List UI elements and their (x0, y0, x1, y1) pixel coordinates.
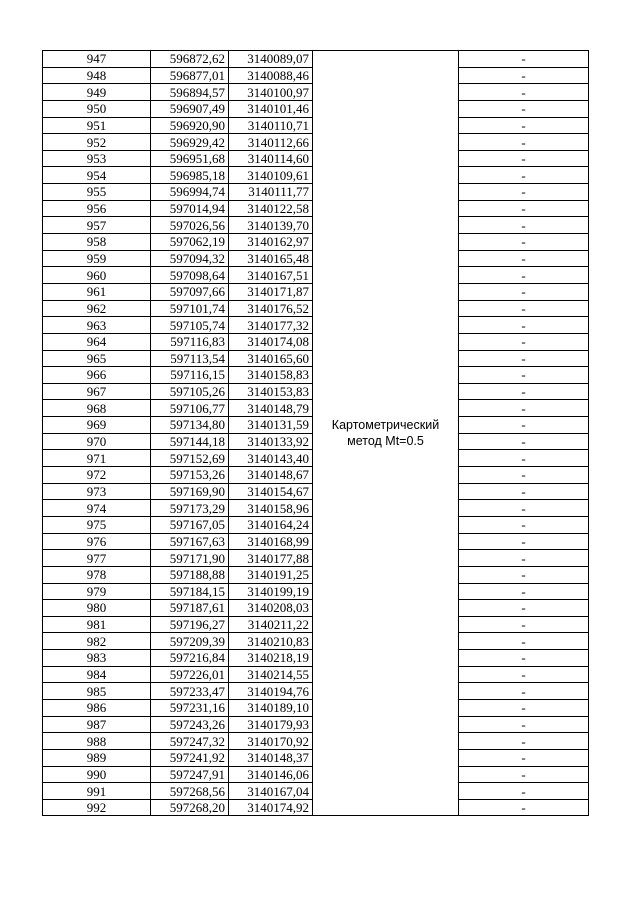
y-coordinate-cell: 3140122,58 (229, 200, 313, 217)
point-number-cell: 959 (43, 250, 151, 267)
note-cell: - (459, 483, 589, 500)
y-coordinate-cell: 3140168,99 (229, 533, 313, 550)
x-coordinate-cell: 597247,32 (151, 733, 229, 750)
y-coordinate-cell: 3140218,19 (229, 650, 313, 667)
x-coordinate-cell: 597188,88 (151, 566, 229, 583)
x-coordinate-cell: 597144,18 (151, 433, 229, 450)
y-coordinate-cell: 3140179,93 (229, 716, 313, 733)
point-number-cell: 965 (43, 350, 151, 367)
x-coordinate-cell: 597094,32 (151, 250, 229, 267)
point-number-cell: 968 (43, 400, 151, 417)
note-cell: - (459, 383, 589, 400)
point-number-cell: 977 (43, 550, 151, 567)
x-coordinate-cell: 597184,15 (151, 583, 229, 600)
x-coordinate-cell: 597116,15 (151, 367, 229, 384)
x-coordinate-cell: 596894,57 (151, 84, 229, 101)
point-number-cell: 970 (43, 433, 151, 450)
method-cell: Картометрический метод Mt=0.5 (313, 51, 459, 816)
y-coordinate-cell: 3140177,88 (229, 550, 313, 567)
point-number-cell: 964 (43, 333, 151, 350)
note-cell: - (459, 217, 589, 234)
y-coordinate-cell: 3140194,76 (229, 683, 313, 700)
note-cell: - (459, 250, 589, 267)
point-number-cell: 974 (43, 500, 151, 517)
y-coordinate-cell: 3140208,03 (229, 600, 313, 617)
x-coordinate-cell: 597014,94 (151, 200, 229, 217)
note-cell: - (459, 500, 589, 517)
y-coordinate-cell: 3140214,55 (229, 666, 313, 683)
y-coordinate-cell: 3140148,37 (229, 749, 313, 766)
point-number-cell: 980 (43, 600, 151, 617)
y-coordinate-cell: 3140111,77 (229, 184, 313, 201)
y-coordinate-cell: 3140165,48 (229, 250, 313, 267)
y-coordinate-cell: 3140167,51 (229, 267, 313, 284)
y-coordinate-cell: 3140191,25 (229, 566, 313, 583)
y-coordinate-cell: 3140189,10 (229, 699, 313, 716)
point-number-cell: 981 (43, 616, 151, 633)
x-coordinate-cell: 597243,26 (151, 716, 229, 733)
x-coordinate-cell: 596994,74 (151, 184, 229, 201)
y-coordinate-cell: 3140170,92 (229, 733, 313, 750)
y-coordinate-cell: 3140211,22 (229, 616, 313, 633)
note-cell: - (459, 450, 589, 467)
note-cell: - (459, 683, 589, 700)
point-number-cell: 986 (43, 699, 151, 716)
x-coordinate-cell: 597231,16 (151, 699, 229, 716)
note-cell: - (459, 67, 589, 84)
x-coordinate-cell: 597062,19 (151, 234, 229, 251)
x-coordinate-cell: 597167,63 (151, 533, 229, 550)
y-coordinate-cell: 3140174,08 (229, 333, 313, 350)
point-number-cell: 983 (43, 650, 151, 667)
y-coordinate-cell: 3140153,83 (229, 383, 313, 400)
note-cell: - (459, 583, 589, 600)
y-coordinate-cell: 3140164,24 (229, 516, 313, 533)
x-coordinate-cell: 597247,91 (151, 766, 229, 783)
point-number-cell: 975 (43, 516, 151, 533)
note-cell: - (459, 666, 589, 683)
x-coordinate-cell: 596951,68 (151, 150, 229, 167)
note-cell: - (459, 51, 589, 68)
note-cell: - (459, 400, 589, 417)
point-number-cell: 972 (43, 467, 151, 484)
x-coordinate-cell: 597209,39 (151, 633, 229, 650)
note-cell: - (459, 550, 589, 567)
point-number-cell: 960 (43, 267, 151, 284)
note-cell: - (459, 84, 589, 101)
y-coordinate-cell: 3140088,46 (229, 67, 313, 84)
point-number-cell: 988 (43, 733, 151, 750)
x-coordinate-cell: 597216,84 (151, 650, 229, 667)
point-number-cell: 979 (43, 583, 151, 600)
note-cell: - (459, 200, 589, 217)
x-coordinate-cell: 596907,49 (151, 100, 229, 117)
y-coordinate-cell: 3140114,60 (229, 150, 313, 167)
x-coordinate-cell: 597171,90 (151, 550, 229, 567)
x-coordinate-cell: 597116,83 (151, 333, 229, 350)
x-coordinate-cell: 597187,61 (151, 600, 229, 617)
point-number-cell: 990 (43, 766, 151, 783)
point-number-cell: 958 (43, 234, 151, 251)
note-cell: - (459, 716, 589, 733)
point-number-cell: 950 (43, 100, 151, 117)
point-number-cell: 963 (43, 317, 151, 334)
note-cell: - (459, 633, 589, 650)
x-coordinate-cell: 597106,77 (151, 400, 229, 417)
note-cell: - (459, 699, 589, 716)
y-coordinate-cell: 3140174,92 (229, 799, 313, 816)
x-coordinate-cell: 597097,66 (151, 283, 229, 300)
x-coordinate-cell: 597098,64 (151, 267, 229, 284)
y-coordinate-cell: 3140101,46 (229, 100, 313, 117)
note-cell: - (459, 134, 589, 151)
y-coordinate-cell: 3140143,40 (229, 450, 313, 467)
point-number-cell: 954 (43, 167, 151, 184)
note-cell: - (459, 467, 589, 484)
x-coordinate-cell: 597152,69 (151, 450, 229, 467)
note-cell: - (459, 616, 589, 633)
note-cell: - (459, 300, 589, 317)
note-cell: - (459, 367, 589, 384)
x-coordinate-cell: 597241,92 (151, 749, 229, 766)
note-cell: - (459, 317, 589, 334)
point-number-cell: 978 (43, 566, 151, 583)
x-coordinate-cell: 597105,26 (151, 383, 229, 400)
note-cell: - (459, 350, 589, 367)
point-number-cell: 952 (43, 134, 151, 151)
y-coordinate-cell: 3140154,67 (229, 483, 313, 500)
note-cell: - (459, 267, 589, 284)
x-coordinate-cell: 597113,54 (151, 350, 229, 367)
x-coordinate-cell: 597173,29 (151, 500, 229, 517)
y-coordinate-cell: 3140199,19 (229, 583, 313, 600)
point-number-cell: 991 (43, 783, 151, 800)
y-coordinate-cell: 3140176,52 (229, 300, 313, 317)
x-coordinate-cell: 597233,47 (151, 683, 229, 700)
point-number-cell: 985 (43, 683, 151, 700)
note-cell: - (459, 234, 589, 251)
y-coordinate-cell: 3140131,59 (229, 417, 313, 434)
x-coordinate-cell: 597101,74 (151, 300, 229, 317)
note-cell: - (459, 533, 589, 550)
note-cell: - (459, 100, 589, 117)
point-number-cell: 962 (43, 300, 151, 317)
note-cell: - (459, 566, 589, 583)
x-coordinate-cell: 597167,05 (151, 516, 229, 533)
x-coordinate-cell: 596985,18 (151, 167, 229, 184)
y-coordinate-cell: 3140171,87 (229, 283, 313, 300)
y-coordinate-cell: 3140089,07 (229, 51, 313, 68)
y-coordinate-cell: 3140148,79 (229, 400, 313, 417)
note-cell: - (459, 184, 589, 201)
point-number-cell: 951 (43, 117, 151, 134)
x-coordinate-cell: 597226,01 (151, 666, 229, 683)
y-coordinate-cell: 3140158,83 (229, 367, 313, 384)
point-number-cell: 989 (43, 749, 151, 766)
x-coordinate-cell: 597268,20 (151, 799, 229, 816)
y-coordinate-cell: 3140109,61 (229, 167, 313, 184)
point-number-cell: 948 (43, 67, 151, 84)
note-cell: - (459, 433, 589, 450)
point-number-cell: 976 (43, 533, 151, 550)
x-coordinate-cell: 596920,90 (151, 117, 229, 134)
x-coordinate-cell: 597105,74 (151, 317, 229, 334)
y-coordinate-cell: 3140146,06 (229, 766, 313, 783)
note-cell: - (459, 783, 589, 800)
x-coordinate-cell: 596929,42 (151, 134, 229, 151)
x-coordinate-cell: 596872,62 (151, 51, 229, 68)
point-number-cell: 957 (43, 217, 151, 234)
point-number-cell: 955 (43, 184, 151, 201)
y-coordinate-cell: 3140158,96 (229, 500, 313, 517)
point-number-cell: 956 (43, 200, 151, 217)
point-number-cell: 992 (43, 799, 151, 816)
note-cell: - (459, 600, 589, 617)
point-number-cell: 971 (43, 450, 151, 467)
note-cell: - (459, 766, 589, 783)
note-cell: - (459, 650, 589, 667)
note-cell: - (459, 417, 589, 434)
coordinates-table-body (43, 51, 589, 816)
point-number-cell: 969 (43, 417, 151, 434)
point-number-cell: 973 (43, 483, 151, 500)
point-number-cell: 984 (43, 666, 151, 683)
note-cell: - (459, 167, 589, 184)
y-coordinate-cell: 3140139,70 (229, 217, 313, 234)
note-cell: - (459, 117, 589, 134)
y-coordinate-cell: 3140112,66 (229, 134, 313, 151)
y-coordinate-cell: 3140110,71 (229, 117, 313, 134)
x-coordinate-cell: 597153,26 (151, 467, 229, 484)
y-coordinate-cell: 3140177,32 (229, 317, 313, 334)
point-number-cell: 967 (43, 383, 151, 400)
note-cell: - (459, 516, 589, 533)
x-coordinate-cell: 597169,90 (151, 483, 229, 500)
note-cell: - (459, 150, 589, 167)
x-coordinate-cell: 597026,56 (151, 217, 229, 234)
point-number-cell: 982 (43, 633, 151, 650)
point-number-cell: 987 (43, 716, 151, 733)
point-number-cell: 966 (43, 367, 151, 384)
y-coordinate-cell: 3140167,04 (229, 783, 313, 800)
point-number-cell: 953 (43, 150, 151, 167)
x-coordinate-cell: 597134,80 (151, 417, 229, 434)
y-coordinate-cell: 3140210,83 (229, 633, 313, 650)
x-coordinate-cell: 596877,01 (151, 67, 229, 84)
point-number-cell: 949 (43, 84, 151, 101)
y-coordinate-cell: 3140162,97 (229, 234, 313, 251)
point-number-cell: 961 (43, 283, 151, 300)
note-cell: - (459, 733, 589, 750)
x-coordinate-cell: 597268,56 (151, 783, 229, 800)
y-coordinate-cell: 3140100,97 (229, 84, 313, 101)
x-coordinate-cell: 597196,27 (151, 616, 229, 633)
note-cell: - (459, 283, 589, 300)
y-coordinate-cell: 3140165,60 (229, 350, 313, 367)
point-number-cell: 947 (43, 51, 151, 68)
note-cell: - (459, 749, 589, 766)
note-cell: - (459, 799, 589, 816)
y-coordinate-cell: 3140148,67 (229, 467, 313, 484)
note-cell: - (459, 333, 589, 350)
table-row (43, 51, 589, 68)
coordinates-table (42, 50, 589, 816)
y-coordinate-cell: 3140133,92 (229, 433, 313, 450)
